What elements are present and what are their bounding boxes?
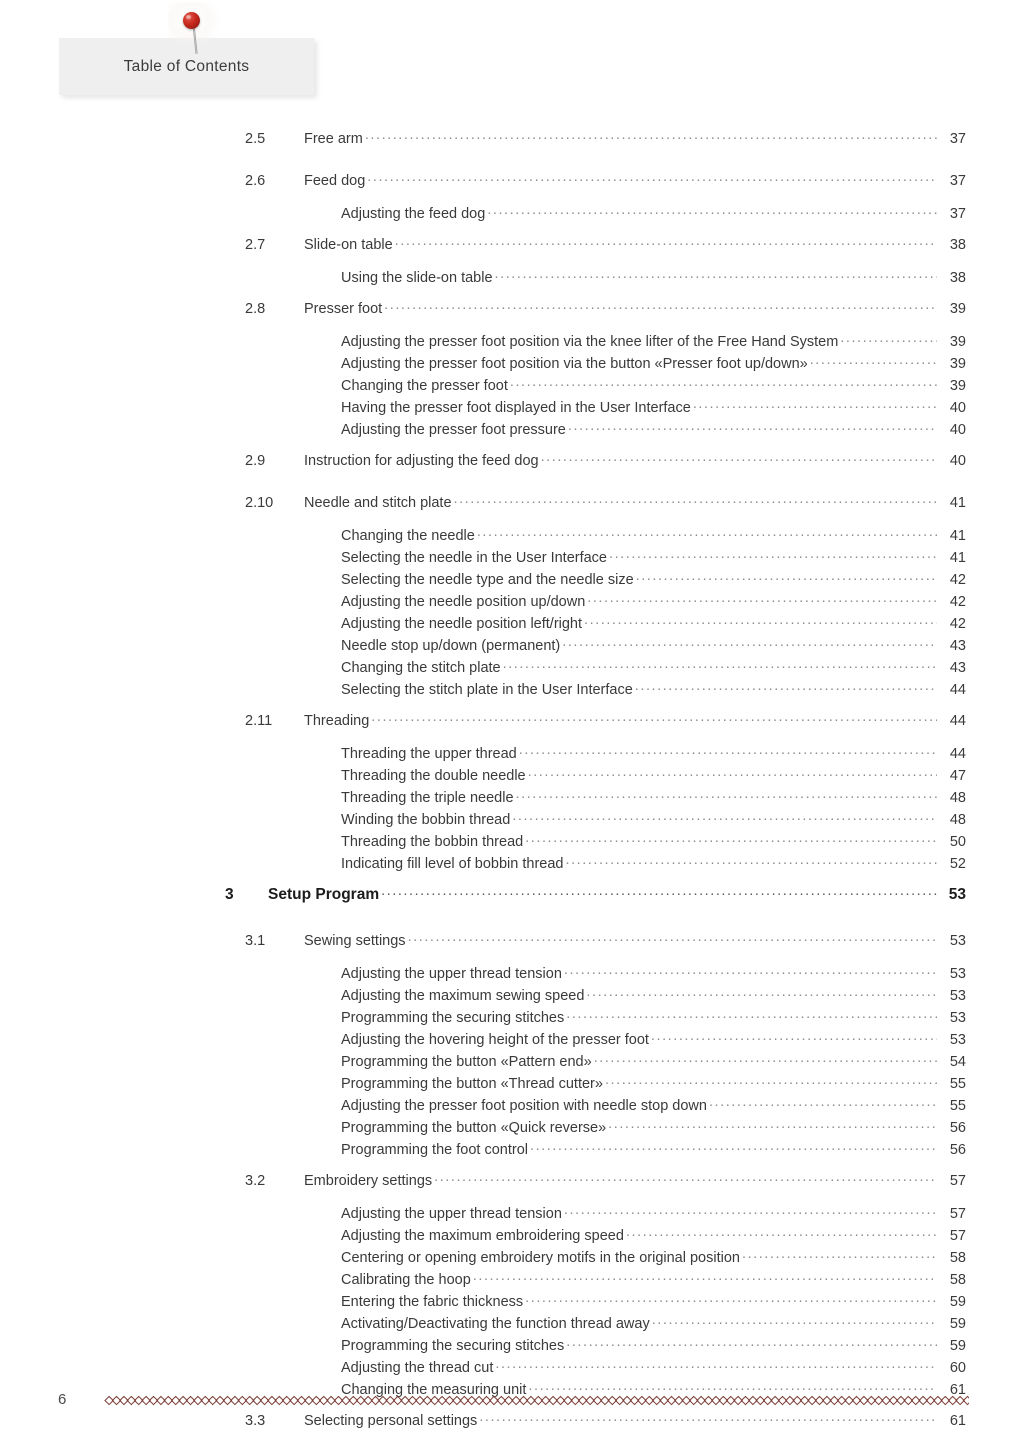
toc-entry[interactable] — [0, 883, 1024, 920]
toc-entry-title: Changing the measuring unit — [341, 1382, 527, 1398]
toc-entry[interactable] — [0, 709, 1024, 742]
toc-leader-dots — [516, 786, 937, 802]
toc-entry-title: Slide-on table — [304, 237, 393, 253]
toc-entry-number: 3.1 — [245, 933, 266, 949]
toc-entry[interactable] — [0, 678, 1024, 700]
toc-entry-title: Threading the triple needle — [341, 790, 514, 806]
toc-entry-page-number: 48 — [949, 790, 966, 806]
toc-entry-title: Adjusting the presser foot position via the button «Presser foot up/down» — [341, 356, 808, 372]
toc-leader-dots — [562, 634, 937, 650]
toc-entry-title: Selecting the needle type and the needle size — [341, 572, 634, 588]
toc-leader-dots — [810, 352, 937, 368]
toc-entry-title: Presser foot — [304, 301, 383, 317]
toc-entry-number: 2.8 — [245, 301, 266, 317]
toc-entry[interactable] — [0, 546, 1024, 568]
toc-leader-dots — [564, 1202, 937, 1218]
toc-entry-number: 2.11 — [245, 713, 273, 729]
toc-leader-dots — [473, 1268, 937, 1284]
toc-entry-page-number: 53 — [949, 966, 966, 982]
toc-entry[interactable] — [0, 1006, 1024, 1028]
toc-entry[interactable] — [0, 590, 1024, 612]
toc-entry-page-number: 53 — [949, 1010, 966, 1026]
toc-entry-title: Changing the stitch plate — [341, 660, 501, 676]
page-footer — [0, 1387, 1024, 1417]
toc-entry[interactable] — [0, 1224, 1024, 1246]
toc-entry-number: 2.9 — [245, 453, 266, 469]
toc-entry[interactable] — [0, 396, 1024, 418]
toc-entry-page-number: 43 — [949, 660, 966, 676]
toc-entry[interactable] — [0, 449, 1024, 482]
toc-entry-title: Programming the securing stitches — [341, 1338, 565, 1354]
toc-entry-page-number: 58 — [949, 1250, 966, 1266]
toc-entry[interactable] — [0, 374, 1024, 396]
toc-entry-page-number: 57 — [949, 1206, 966, 1222]
toc-leader-dots — [605, 1072, 937, 1088]
toc-leader-dots — [652, 1312, 937, 1328]
toc-entry-title: Entering the fabric thickness — [341, 1294, 524, 1310]
toc-leader-dots — [742, 1246, 937, 1262]
toc-leader-dots — [408, 929, 937, 945]
toc-entry-title: Adjusting the upper thread tension — [341, 966, 562, 982]
toc-entry[interactable] — [0, 1268, 1024, 1290]
toc-entry-title: Adjusting the upper thread tension — [341, 1206, 562, 1222]
toc-entry-page-number: 56 — [949, 1142, 966, 1158]
toc-leader-dots — [609, 546, 937, 562]
toc-entry-title: Threading the double needle — [341, 768, 526, 784]
toc-entry[interactable] — [0, 1290, 1024, 1312]
toc-entry-page-number: 50 — [949, 834, 966, 850]
toc-entry-title: Programming the foot control — [341, 1142, 528, 1158]
toc-entry-title: Programming the button «Pattern end» — [341, 1054, 592, 1070]
toc-leader-dots — [840, 330, 937, 346]
toc-entry-title: Selecting the needle in the User Interface — [341, 550, 607, 566]
toc-leader-dots — [395, 233, 937, 249]
toc-leader-dots — [709, 1094, 937, 1110]
toc-entry-title: Programming the securing stitches — [341, 1010, 565, 1026]
toc-entry-page-number: 44 — [949, 682, 966, 698]
toc-entry-page-number: 61 — [949, 1382, 966, 1398]
toc-leader-dots — [564, 962, 937, 978]
toc-entry[interactable] — [0, 1246, 1024, 1268]
toc-entry-title: Activating/Deactivating the function thread away — [341, 1316, 650, 1332]
toc-entry-number: 2.6 — [245, 173, 266, 189]
toc-entry[interactable] — [0, 1138, 1024, 1160]
toc-leader-dots — [365, 127, 937, 143]
toc-entry-page-number: 53 — [949, 933, 966, 949]
toc-entry[interactable] — [0, 1072, 1024, 1094]
toc-entry-page-number: 42 — [949, 616, 966, 632]
footer-page-number: 6 — [58, 1391, 67, 1408]
toc-entry-title: Programming the button «Quick reverse» — [341, 1120, 607, 1136]
toc-entry[interactable] — [0, 830, 1024, 852]
toc-entry[interactable] — [0, 568, 1024, 590]
toc-entry[interactable] — [0, 1334, 1024, 1356]
toc-entry[interactable] — [0, 764, 1024, 786]
toc-tab-area — [0, 0, 1024, 110]
toc-leader-dots — [608, 1116, 937, 1132]
toc-leader-dots — [636, 568, 937, 584]
toc-entry[interactable] — [0, 1169, 1024, 1202]
toc-leader-dots — [566, 1334, 937, 1350]
pushpin-head — [183, 12, 200, 29]
toc-leader-dots — [587, 590, 937, 606]
toc-entry[interactable] — [0, 418, 1024, 440]
toc-entry-page-number: 57 — [949, 1228, 966, 1244]
toc-entry-page-number: 55 — [949, 1098, 966, 1114]
toc-entry[interactable] — [0, 330, 1024, 352]
toc-entry-page-number: 59 — [949, 1294, 966, 1310]
toc-entry-page-number: 61 — [949, 1413, 966, 1429]
toc-leader-dots — [495, 1356, 937, 1372]
toc-entry-page-number: 53 — [949, 988, 966, 1004]
toc-leader-dots — [594, 1050, 937, 1066]
toc-entry-page-number: 47 — [949, 768, 966, 784]
toc-entry[interactable] — [0, 929, 1024, 962]
toc-entry-title: Calibrating the hoop — [341, 1272, 471, 1288]
toc-entry-page-number: 39 — [949, 301, 966, 317]
toc-entry-title: Threading the bobbin thread — [341, 834, 524, 850]
toc-leader-dots — [487, 202, 937, 218]
toc-leader-dots — [503, 656, 937, 672]
toc-entry-title: Threading the upper thread — [341, 746, 517, 762]
toc-entry-page-number: 37 — [949, 173, 966, 189]
toc-entry-page-number: 42 — [949, 572, 966, 588]
toc-entry-title: Winding the bobbin thread — [341, 812, 511, 828]
toc-entry[interactable] — [0, 656, 1024, 678]
toc-entry-number: 3.3 — [245, 1413, 266, 1429]
toc-entry-title: Having the presser foot displayed in the User Interface — [341, 400, 691, 416]
toc-entry-page-number: 39 — [949, 334, 966, 350]
toc-entry-title: Free arm — [304, 131, 363, 147]
toc-entry[interactable] — [0, 1116, 1024, 1138]
toc-entry[interactable] — [0, 169, 1024, 202]
toc-leader-dots — [384, 297, 937, 313]
toc-entry-title: Needle and stitch plate — [304, 495, 452, 511]
toc-leader-dots — [541, 449, 937, 465]
toc-entry-title: Adjusting the needle position up/down — [341, 594, 586, 610]
toc-leader-dots — [568, 418, 937, 434]
toc-entry-title: Selecting personal settings — [304, 1413, 478, 1429]
toc-entry-page-number: 39 — [949, 378, 966, 394]
toc-entry-title: Adjusting the thread cut — [341, 1360, 494, 1376]
toc-entry-page-number: 40 — [949, 453, 966, 469]
toc-entry[interactable] — [0, 127, 1024, 160]
toc-entry-page-number: 40 — [949, 400, 966, 416]
toc-entry-title: Adjusting the presser foot pressure — [341, 422, 566, 438]
toc-leader-dots — [528, 764, 937, 780]
toc-entry-page-number: 53 — [948, 886, 966, 903]
toc-entry-title: Threading — [304, 713, 370, 729]
toc-entry-title: Adjusting the maximum embroidering speed — [341, 1228, 624, 1244]
toc-entry-page-number: 60 — [949, 1360, 966, 1376]
toc-entry-page-number: 44 — [949, 713, 966, 729]
toc-entry-page-number: 40 — [949, 422, 966, 438]
toc-entry-title: Embroidery settings — [304, 1173, 433, 1189]
toc-entry-number: 2.10 — [245, 495, 274, 511]
toc-entry-page-number: 43 — [949, 638, 966, 654]
toc-entry-title: Changing the needle — [341, 528, 475, 544]
toc-entry[interactable] — [0, 1050, 1024, 1072]
toc-entry-title: Adjusting the feed dog — [341, 206, 486, 222]
toc-entry[interactable] — [0, 634, 1024, 656]
toc-entry[interactable] — [0, 1356, 1024, 1378]
toc-entry-page-number: 52 — [949, 856, 966, 872]
toc-leader-dots — [454, 491, 937, 507]
toc-entry-title: Feed dog — [304, 173, 366, 189]
toc-tab-label: Table of Contents — [123, 57, 250, 75]
toc-entry-page-number: 37 — [949, 206, 966, 222]
toc-entry-title: Adjusting the presser foot position via the knee lifter of the Free Hand System — [341, 334, 839, 350]
toc-entry-page-number: 54 — [949, 1054, 966, 1070]
toc-leader-dots — [530, 1138, 937, 1154]
toc-entry-page-number: 41 — [949, 495, 966, 511]
toc-leader-dots — [586, 984, 937, 1000]
pushpin-icon — [168, 2, 222, 54]
toc-leader-dots — [565, 852, 937, 868]
toc-entry-page-number: 41 — [949, 528, 966, 544]
toc-leader-dots — [651, 1028, 937, 1044]
toc-entry-title: Needle stop up/down (permanent) — [341, 638, 561, 654]
toc-leader-dots — [693, 396, 937, 412]
toc-entry[interactable] — [0, 1202, 1024, 1224]
toc-entry-page-number: 48 — [949, 812, 966, 828]
toc-leader-dots — [367, 169, 937, 185]
toc-leader-dots — [626, 1224, 937, 1240]
toc-leader-dots — [434, 1169, 937, 1185]
toc-entry[interactable] — [0, 1028, 1024, 1050]
toc-entry-title: Setup Program — [268, 886, 380, 903]
toc-entry-title: Programming the button «Thread cutter» — [341, 1076, 603, 1092]
toc-leader-dots — [525, 830, 937, 846]
toc-leader-dots — [510, 374, 937, 390]
toc-entry-number: 3.2 — [245, 1173, 266, 1189]
toc-entry[interactable] — [0, 233, 1024, 266]
toc-entry[interactable] — [0, 352, 1024, 374]
toc-entry-title: Centering or opening embroidery motifs in the original position — [341, 1250, 740, 1266]
toc-entry[interactable] — [0, 202, 1024, 224]
toc-entry[interactable] — [0, 962, 1024, 984]
toc-entry-title: Instruction for adjusting the feed dog — [304, 453, 539, 469]
toc-entry[interactable] — [0, 266, 1024, 288]
toc-entry-page-number: 57 — [949, 1173, 966, 1189]
toc-entry-title: Adjusting the maximum sewing speed — [341, 988, 585, 1004]
toc-entry[interactable] — [0, 612, 1024, 634]
toc-entry[interactable] — [0, 808, 1024, 830]
diamond-chain-ornament-icon — [103, 1394, 969, 1407]
toc-entry-number: 2.7 — [245, 237, 266, 253]
toc-entry-page-number: 38 — [949, 270, 966, 286]
toc-entry-title: Indicating fill level of bobbin thread — [341, 856, 564, 872]
toc-leader-dots — [566, 1006, 937, 1022]
toc-entry-page-number: 53 — [949, 1032, 966, 1048]
toc-entry[interactable] — [0, 742, 1024, 764]
toc-entry[interactable] — [0, 491, 1024, 524]
toc-leader-dots — [477, 524, 937, 540]
toc-entry-title: Sewing settings — [304, 933, 406, 949]
toc-entry-page-number: 38 — [949, 237, 966, 253]
toc-entry-page-number: 39 — [949, 356, 966, 372]
toc-leader-dots — [584, 612, 937, 628]
toc-entry-title: Adjusting the needle position left/right — [341, 616, 583, 632]
toc-leader-dots — [495, 266, 937, 282]
toc-entry[interactable] — [0, 786, 1024, 808]
toc-entry-title: Selecting the stitch plate in the User Interface — [341, 682, 633, 698]
toc-entry-page-number: 41 — [949, 550, 966, 566]
toc-leader-dots — [381, 883, 937, 899]
toc-entry[interactable] — [0, 984, 1024, 1006]
toc-entry-number: 2.5 — [245, 131, 266, 147]
toc-entry[interactable] — [0, 852, 1024, 874]
toc-entry[interactable] — [0, 1094, 1024, 1116]
toc-entry-title: Adjusting the presser foot position with needle stop down — [341, 1098, 707, 1114]
table-of-contents-list — [0, 118, 1024, 1442]
toc-leader-dots — [371, 709, 937, 725]
toc-entry[interactable] — [0, 524, 1024, 546]
toc-leader-dots — [635, 678, 937, 694]
toc-entry-page-number: 42 — [949, 594, 966, 610]
toc-entry-page-number: 59 — [949, 1316, 966, 1332]
toc-leader-dots — [519, 742, 937, 758]
toc-leader-dots — [512, 808, 937, 824]
toc-entry-page-number: 56 — [949, 1120, 966, 1136]
toc-entry[interactable] — [0, 1312, 1024, 1334]
toc-entry-page-number: 55 — [949, 1076, 966, 1092]
toc-entry[interactable] — [0, 297, 1024, 330]
toc-leader-dots — [525, 1290, 937, 1306]
toc-entry-page-number: 59 — [949, 1338, 966, 1354]
toc-entry-page-number: 58 — [949, 1272, 966, 1288]
toc-entry-page-number: 37 — [949, 131, 966, 147]
toc-entry-title: Adjusting the hovering height of the presser foot — [341, 1032, 649, 1048]
toc-entry-title: Changing the presser foot — [341, 378, 508, 394]
toc-entry-title: Using the slide-on table — [341, 270, 493, 286]
toc-entry-number: 3 — [225, 886, 234, 903]
toc-entry-page-number: 44 — [949, 746, 966, 762]
